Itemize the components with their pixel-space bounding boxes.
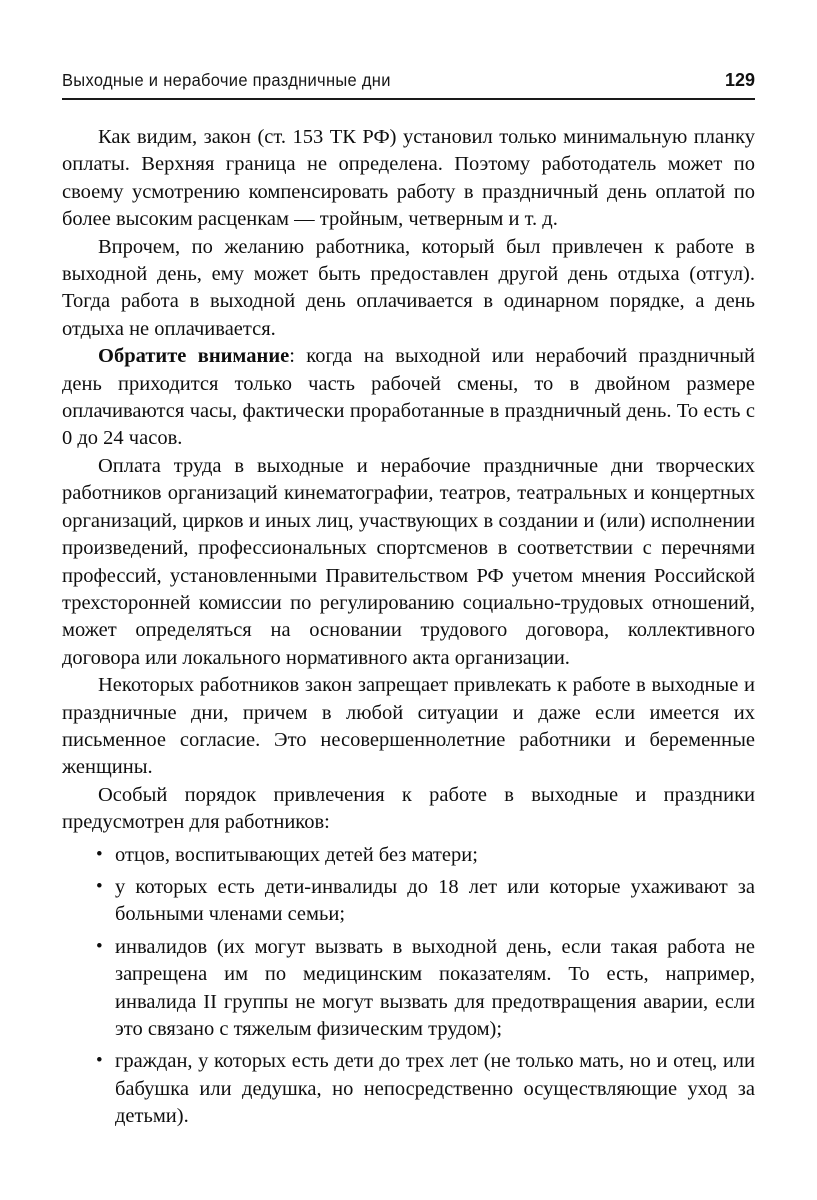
paragraph-day-off: Впрочем, по желанию работника, который был привлечен к работе в выходной день, ему может быть предоставлен другой день отдыха (отгул). Тогда работа в выходной день оплачивается в одинарном порядке, а день отдыха не оплачивается. xyxy=(62,235,755,340)
page-body xyxy=(62,124,755,1131)
bullet-icon: • xyxy=(96,1050,103,1072)
paragraph-prohibited-workers: Некоторых работников закон запрещает привлекать к работе в выходные и праздничные дни, причем в любой ситуации и даже если имеется их письменное согласие. Это несовершеннолетние работники и беременные женщины. xyxy=(62,674,755,779)
running-header xyxy=(62,70,755,100)
paragraph-law-minimum: Как видим, закон (ст. 153 ТК РФ) установил только минимальную планку оплаты. Верхняя граница не определена. Поэтому работодатель может по своему усмотрению компенсировать работу в праздничный день оплатой по более высоким расценкам — тройным, четверным и т. д. xyxy=(62,126,755,231)
paragraph-creative-workers: Оплата труда в выходные и нерабочие праздничные дни творческих работников организаций кинематографии, театров, театральных и концертных организаций, цирков и иных лиц, участвующих в создании и (или) исполнении произведений, профессиональных спортсменов в соответствии с перечнями профессий, установленными Правительством РФ учетом мнения Российской трехсторонней комиссии по регулированию социально-трудовых отношений, может определяться на основании трудового договора, коллективного договора или локального нормативного акта организации. xyxy=(62,454,755,669)
list-item-text: инвалидов (их могут вызвать в выходной день, если такая работа не запрещена им по медицинским показателям. То есть, например, инвалида II группы не могут вызвать для предотвращения аварии, если это связано с тяжелым физическим трудом); xyxy=(115,935,755,1040)
bullet-icon: • xyxy=(96,875,103,897)
paragraph-note xyxy=(62,343,755,453)
list-item-text: отцов, воспитывающих детей без матери; xyxy=(115,843,478,866)
page-number: 129 xyxy=(724,70,755,90)
workers-list xyxy=(62,842,755,1131)
list-item xyxy=(62,1048,755,1130)
list-item xyxy=(62,874,755,929)
bullet-icon: • xyxy=(96,935,103,957)
paragraph-special-order: Особый порядок привлечения к работе в выходные и праздники предусмотрен для работников: xyxy=(62,783,755,834)
note-lead: Обратите внимание xyxy=(98,345,290,368)
running-header-title: Выходные и нерабочие праздничные дни xyxy=(62,71,391,90)
note-rest: : когда на выходной или нерабочий праздничный день приходится только часть рабочей смены, то в двойном размере оплачиваются часы, фактически проработанные в праздничный день. То есть с 0 до 24 часов. xyxy=(62,345,755,450)
list-item xyxy=(62,934,755,1044)
list-item-text: у которых есть дети-инвалиды до 18 лет или которые ухаживают за больными членами семьи; xyxy=(115,875,755,926)
bullet-icon: • xyxy=(96,843,103,865)
list-item xyxy=(62,842,755,869)
list-item-text: граждан, у которых есть дети до трех лет (не только мать, но и отец, или бабушка или дедушка, но непосредственно осуществляющие уход за детьми). xyxy=(115,1050,755,1128)
